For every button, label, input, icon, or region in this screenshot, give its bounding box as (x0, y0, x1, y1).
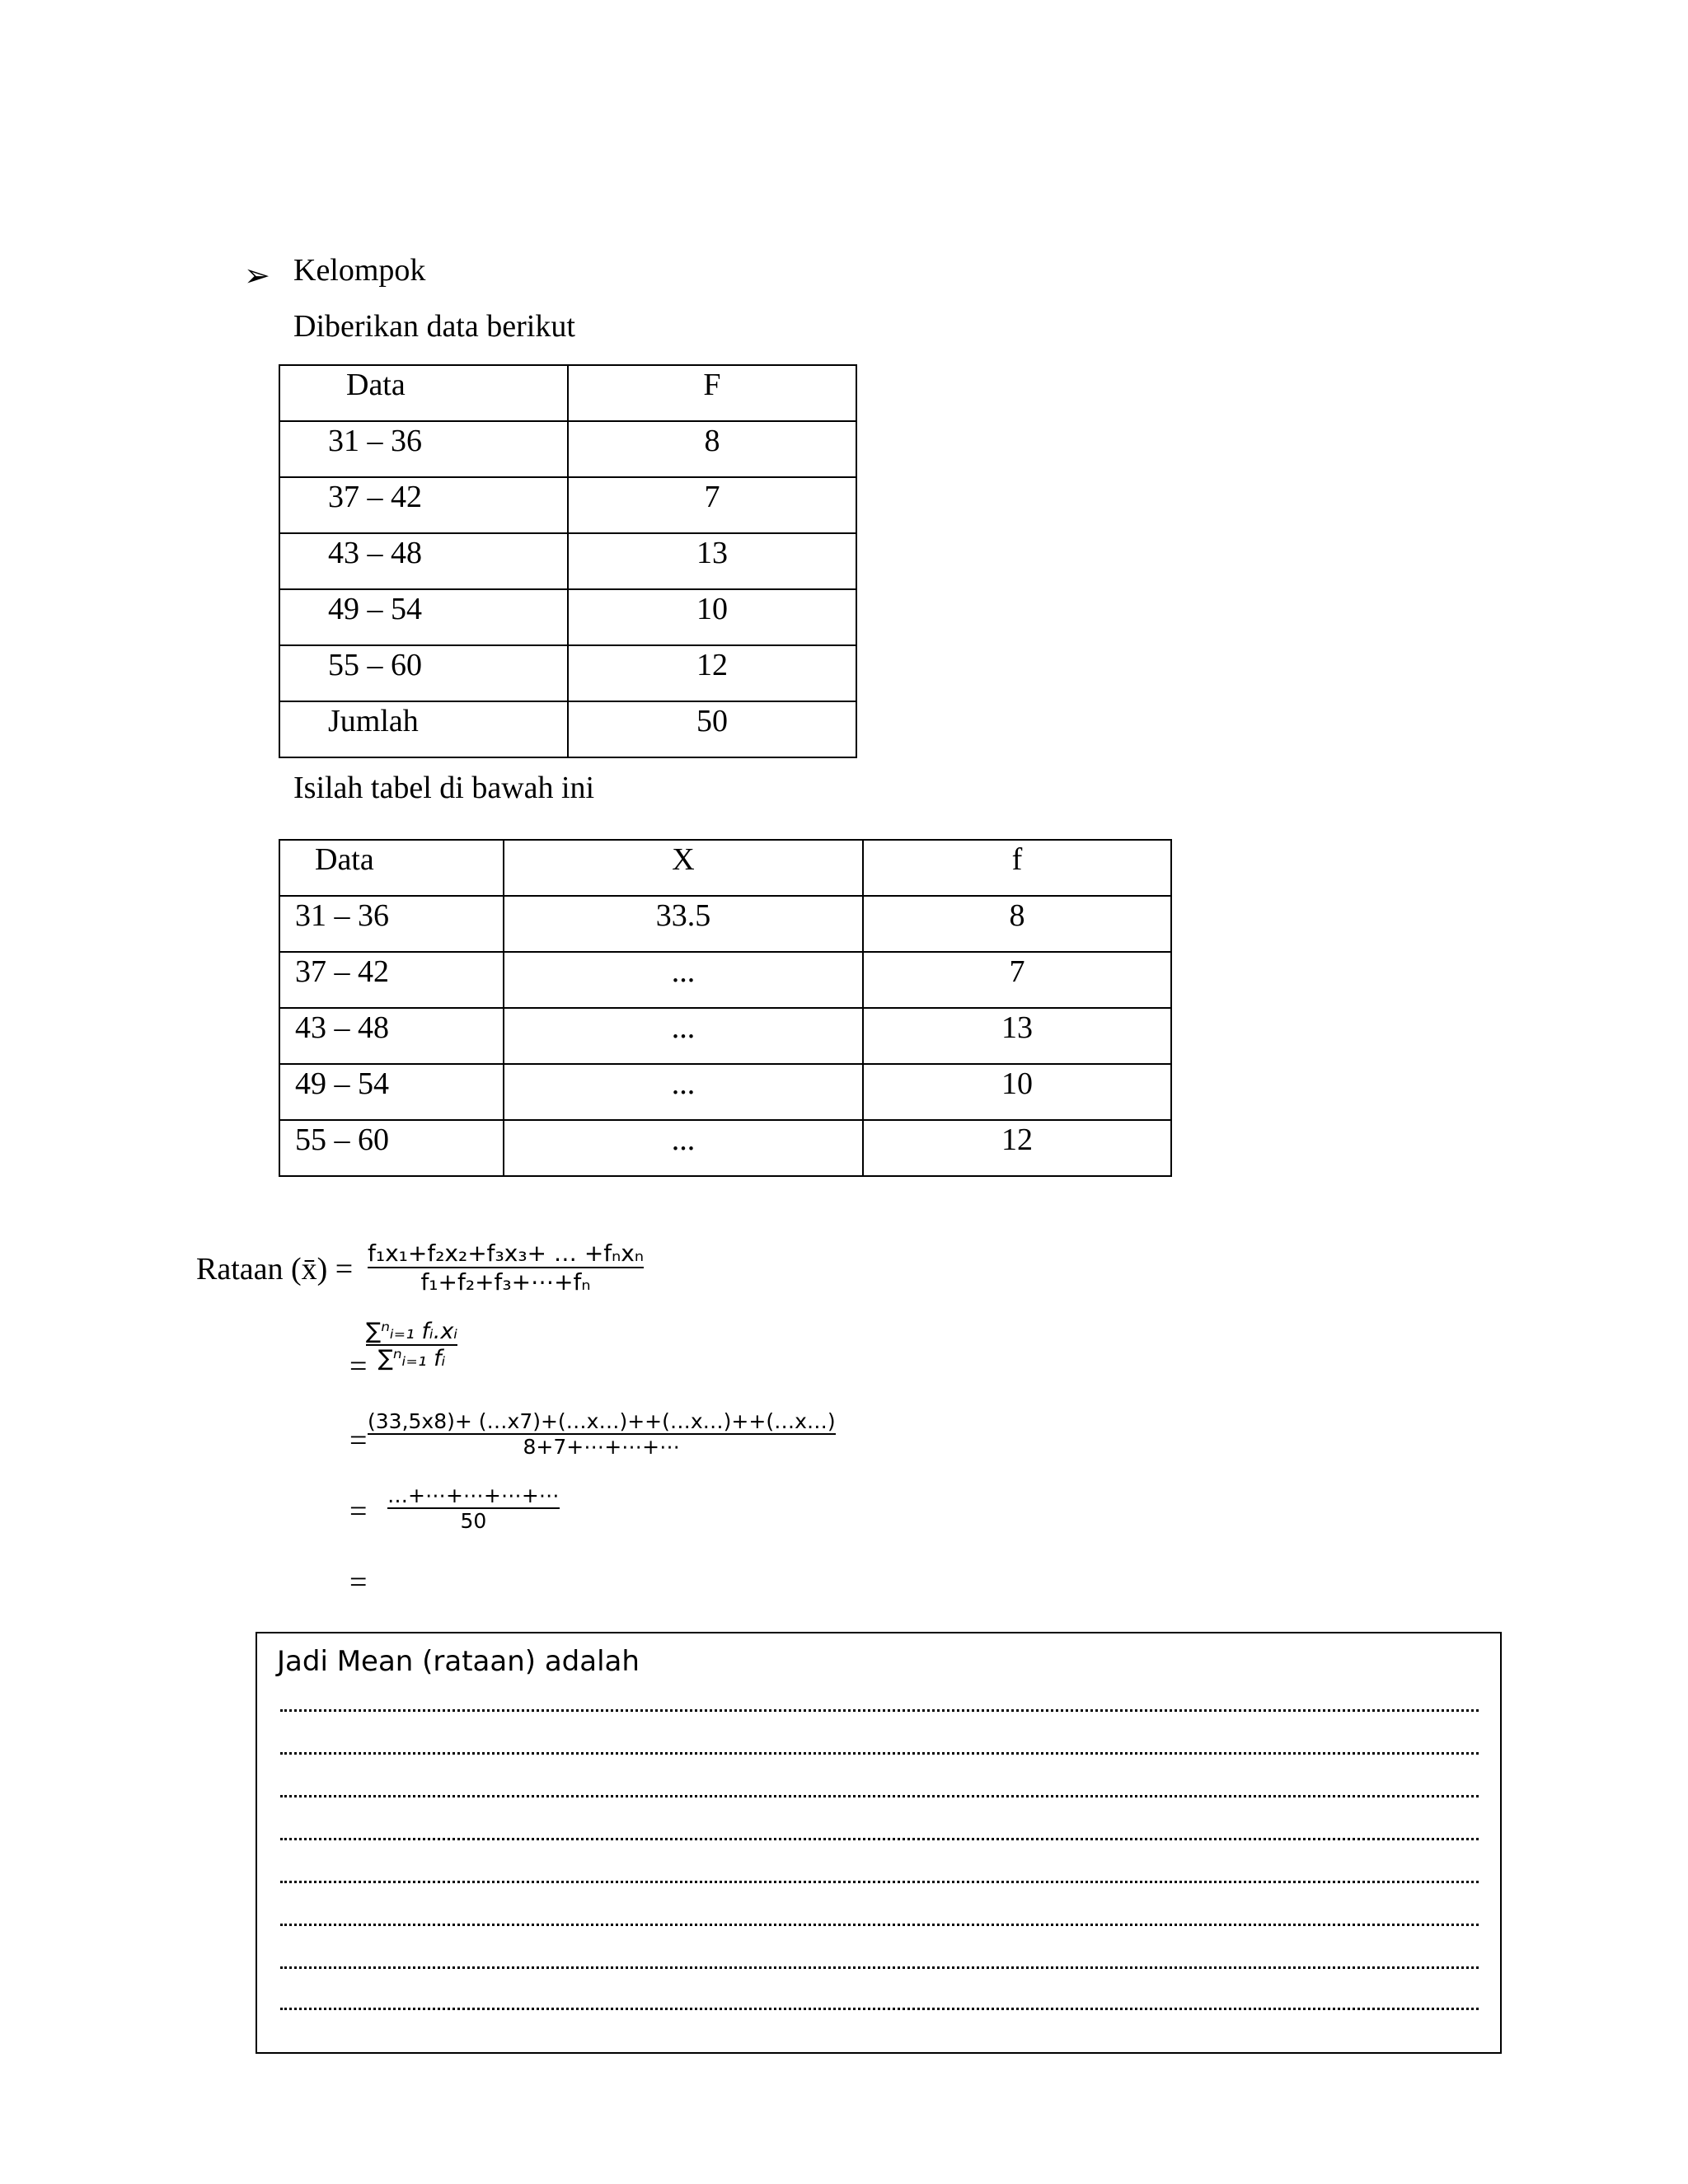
answer-box-title: Jadi Mean (rataan) adalah (277, 1645, 640, 1678)
table-cell: 10 (568, 589, 856, 645)
answer-line[interactable] (280, 1752, 1479, 1755)
answer-line[interactable] (280, 1795, 1479, 1797)
equals-sign: = (349, 1423, 368, 1458)
table-cell: 43 – 48 (279, 533, 568, 589)
table-row (279, 645, 856, 701)
fraction-denominator: 50 (460, 1509, 487, 1533)
header-cell: F (568, 365, 856, 421)
table-cell: 50 (568, 701, 856, 757)
table-cell: ... (504, 952, 863, 1008)
answer-box (256, 1632, 1502, 2054)
table-total-row (279, 701, 856, 757)
formula-step-3 (368, 1409, 836, 1459)
table-cell: 7 (863, 952, 1171, 1008)
table-cell: 7 (568, 477, 856, 533)
formula-step-1 (368, 1240, 644, 1296)
table-cell: ... (504, 1064, 863, 1120)
instruction-text: Isilah tabel di bawah ini (293, 771, 595, 805)
equals-sign: = (349, 1349, 368, 1384)
fraction-numerator: (33,5x8)+ (…x7)+(…x…)++(…x…)++(…x…) (368, 1409, 836, 1433)
table-cell: 31 – 36 (279, 421, 568, 477)
bullet-arrow-icon: ➢ (244, 257, 270, 293)
fraction-denominator: ∑ⁿᵢ₌₁ fᵢ (377, 1346, 446, 1371)
table-cell: 49 – 54 (279, 1064, 504, 1120)
table-header-row (279, 365, 856, 421)
equals-sign: = (349, 1494, 368, 1529)
table-cell: 43 – 48 (279, 1008, 504, 1064)
fraction-denominator: f₁+f₂+f₃+⋯+fₙ (420, 1268, 591, 1296)
table-row (279, 896, 1171, 952)
table-row (279, 1120, 1171, 1176)
table-cell: 8 (568, 421, 856, 477)
header-cell: f (863, 840, 1171, 896)
header-cell: Data (279, 840, 504, 896)
table-cell: 10 (863, 1064, 1171, 1120)
answer-line[interactable] (280, 1838, 1479, 1840)
table-row (279, 477, 856, 533)
table-cell: 31 – 36 (279, 896, 504, 952)
table-row (279, 533, 856, 589)
table-cell: 49 – 54 (279, 589, 568, 645)
formula-step-2 (366, 1319, 457, 1371)
fraction-numerator: ∑ⁿᵢ₌₁ fᵢ.xᵢ (366, 1319, 458, 1344)
fraction-numerator: …+⋯+⋯+⋯+⋯ (387, 1483, 560, 1507)
table-row (279, 421, 856, 477)
mean-formula-label: Rataan (x̄) = (196, 1252, 354, 1286)
fraction-denominator: 8+7+⋯+⋯+⋯ (523, 1435, 681, 1459)
header-cell: X (504, 840, 863, 896)
table-cell: 37 – 42 (279, 477, 568, 533)
answer-line[interactable] (280, 1709, 1479, 1712)
table-header-row (279, 840, 1171, 896)
table-cell: 33.5 (504, 896, 863, 952)
frequency-table (279, 364, 857, 758)
table-cell: ... (504, 1120, 863, 1176)
worksheet-table (279, 839, 1172, 1177)
table-cell: ... (504, 1008, 863, 1064)
table-cell: 12 (568, 645, 856, 701)
table-cell: 55 – 60 (279, 645, 568, 701)
table-cell: 55 – 60 (279, 1120, 504, 1176)
table-cell: 12 (863, 1120, 1171, 1176)
table-cell: 8 (863, 896, 1171, 952)
table-cell: 13 (863, 1008, 1171, 1064)
table-row (279, 1008, 1171, 1064)
section-heading: Kelompok (293, 253, 426, 288)
table-row (279, 1064, 1171, 1120)
answer-line[interactable] (280, 1881, 1479, 1883)
answer-line[interactable] (280, 1966, 1479, 1969)
answer-line[interactable] (280, 1924, 1479, 1926)
table-cell: 13 (568, 533, 856, 589)
final-equals-sign: = (349, 1565, 368, 1600)
intro-text: Diberikan data berikut (293, 309, 575, 344)
table-row (279, 589, 856, 645)
fraction-numerator: f₁x₁+f₂x₂+f₃x₃+ … +fₙxₙ (368, 1240, 645, 1267)
answer-line[interactable] (280, 2008, 1479, 2010)
table-cell: Jumlah (279, 701, 568, 757)
table-row (279, 952, 1171, 1008)
header-cell: Data (279, 365, 568, 421)
table-cell: 37 – 42 (279, 952, 504, 1008)
formula-step-4 (387, 1483, 560, 1533)
